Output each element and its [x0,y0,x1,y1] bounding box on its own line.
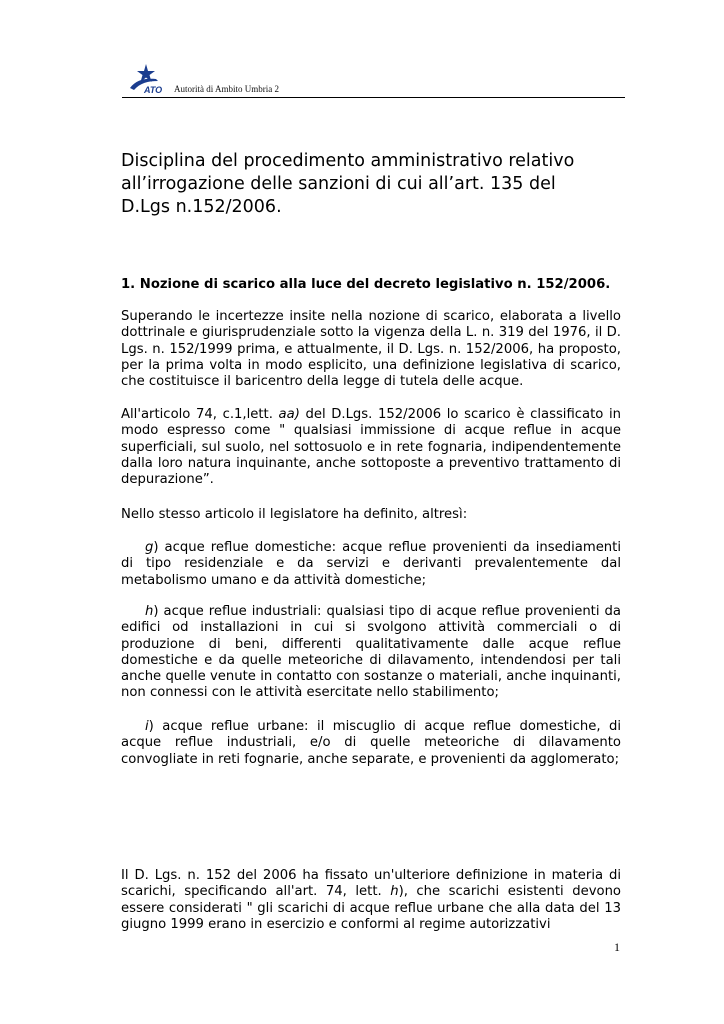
paragraph-text: All'articolo 74, c.1,lett. [121,407,279,422]
svg-text:ATO: ATO [144,85,163,95]
item-letter: i [145,719,149,734]
header-divider [122,97,625,98]
page-header [122,62,625,98]
definition-item-i [121,719,621,768]
item-letter: g [145,540,154,555]
ato-logo [122,62,166,96]
definition-item-g [121,540,621,589]
page-number: 1 [614,940,620,954]
item-text: ) acque reflue industriali: qualsiasi tipo di acque reflue provenienti da edifici od installazioni in cui si svolgono attività commerciali o di produzione di beni, differenti qualitativamente dalle acque reflue domestiche e da quelle meteoriche di dilavamento, intendendosi per tali anche quelle venute in contatto con sostanze o materiali, anche inquinanti, non connessi con le attività esercitate nello stabilimento; [121,604,621,701]
paragraph-text: ), che scarichi esistenti devono essere considerati " gli scarichi di acque reflue urbane che alla data del 13 giugno 1999 erano in esercizio e conformi al regime autorizzativi [121,884,621,932]
item-text: ) acque reflue urbane: il miscuglio di acque reflue domestiche, di acque reflue industriali, e/o di quelle meteoriche di dilavamento convogliate in reti fognarie, anche separate, e provenienti da agglomerato; [121,719,621,767]
paragraph-scarico-intro: Superando le incertezze insite nella nozione di scarico, elaborata a livello dottrinale e giurisprudenziale sotto la vigenza della L. n. 319 del 1976, il D. Lgs. n. 152/1999 prima, e attualmente, il D. Lgs. n. 152/2006, ha proposto, per la prima volta in modo esplicito, una definizione legislativa di scarico, che costituisce il baricentro della legge di tutela delle acque. [121,309,621,390]
organization-name: Autorità di Ambito Umbria 2 [174,84,279,94]
paragraph-definitions-intro: Nello stesso articolo il legislatore ha definito, altresì: [121,507,468,522]
italic-reference: h [390,884,399,900]
paragraph-text: del D.Lgs. 152/2006 lo scarico è classificato in modo espresso come " qualsiasi immissione di acque reflue in acque superficiali, sul suolo, nel sottosuolo e in rete fognaria, indipendentemente dalla loro natura inquinante, anche sottoposte a preventivo trattamento di depurazione”. [121,407,621,488]
paragraph-text: Il D. Lgs. n. 152 del 2006 ha fissato un'ulteriore definizione in materia di scarichi, specificando all'art. 74, lett. [121,868,621,900]
item-letter: h [145,604,154,619]
italic-reference: aa) [278,407,300,422]
definition-item-h [121,604,621,702]
document-title: Disciplina del procedimento amministrativo relativo all’irrogazione delle sanzioni di cui all’art. 135 del D.Lgs n.152/2006. [121,151,575,217]
item-text: ) acque reflue domestiche: acque reflue provenienti da insediamenti di tipo residenziale e da servizi e derivanti prevalentemente dal metabolismo umano e da attività domestiche; [121,540,621,588]
section-heading: 1. Nozione di scarico alla luce del decreto legislativo n. 152/2006. [121,277,611,292]
paragraph-existing-discharges [121,868,621,933]
paragraph-article-74 [121,407,621,488]
